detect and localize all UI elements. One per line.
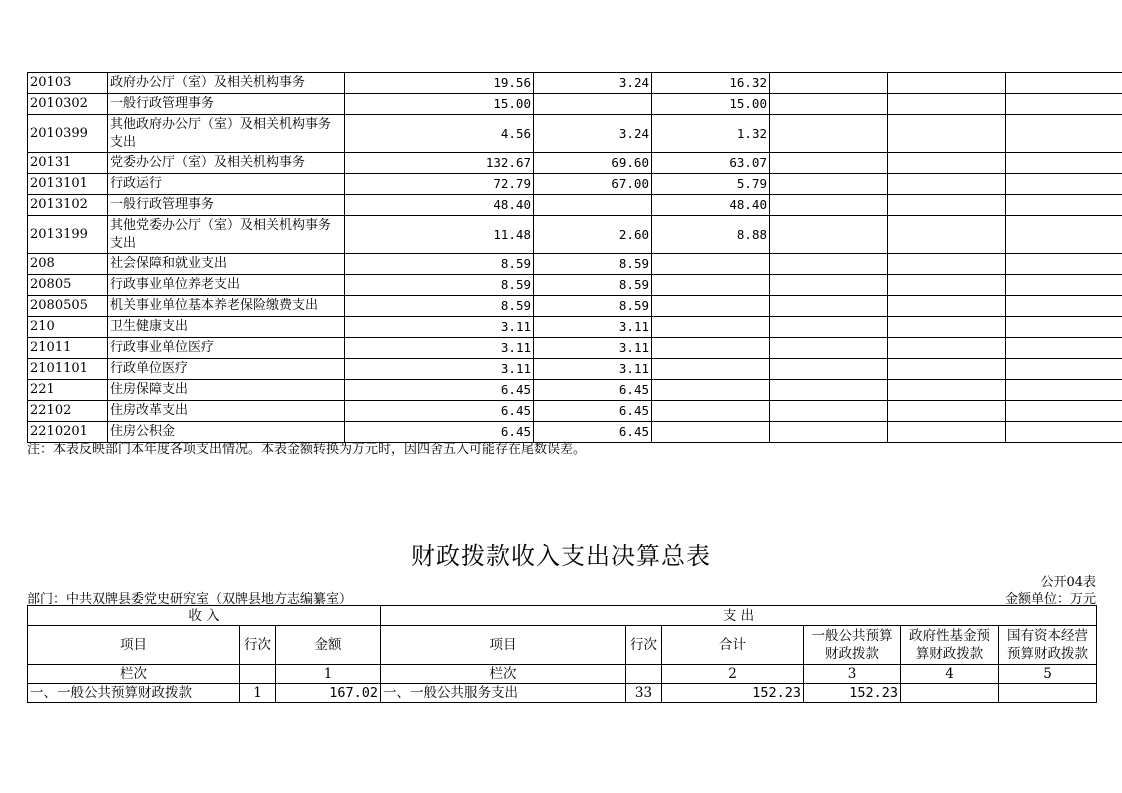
- basic-amount: 3.11: [534, 359, 652, 380]
- basic-amount: 69.60: [534, 153, 652, 174]
- subject-name: 党委办公厅（室）及相关机构事务: [108, 153, 345, 174]
- basic-amount: 8.59: [534, 254, 652, 275]
- fiscal-summary-table: [27, 605, 1097, 703]
- total-amount: 4.56: [345, 115, 534, 153]
- project-amount: [652, 338, 770, 359]
- index-3: 3: [804, 665, 901, 684]
- project-amount: 8.88: [652, 216, 770, 254]
- blank-cell: [770, 195, 888, 216]
- subject-code: 2010399: [28, 115, 108, 153]
- amount-unit-label: 金额单位：万元: [1004, 592, 1096, 607]
- blank-cell: [888, 380, 1006, 401]
- subject-code: 2013199: [28, 216, 108, 254]
- table-row: [28, 338, 1122, 359]
- project-amount: 48.40: [652, 195, 770, 216]
- col-income-amount: 金额: [276, 626, 381, 665]
- subject-code: 2013101: [28, 174, 108, 195]
- income-amount: 167.02: [276, 684, 381, 703]
- total-amount: 48.40: [345, 195, 534, 216]
- income-header: 收 入: [28, 606, 381, 626]
- subject-code: 20103: [28, 73, 108, 94]
- blank-cell: [770, 216, 888, 254]
- index-1: 1: [276, 665, 381, 684]
- col-income-line: 行次: [240, 626, 276, 665]
- subject-code: 20805: [28, 275, 108, 296]
- total-amount: 132.67: [345, 153, 534, 174]
- col-general-budget: 一般公共预算财政拨款: [804, 626, 901, 665]
- subject-code: 2013102: [28, 195, 108, 216]
- blank-cell: [240, 665, 276, 684]
- blank-cell: [770, 73, 888, 94]
- project-amount: 5.79: [652, 174, 770, 195]
- blank-cell: [1006, 216, 1122, 254]
- blank-cell: [888, 254, 1006, 275]
- subject-code: 20131: [28, 153, 108, 174]
- total-amount: 8.59: [345, 275, 534, 296]
- subject-code: 22102: [28, 401, 108, 422]
- blank-cell: [888, 422, 1006, 443]
- subject-name: 行政单位医疗: [108, 359, 345, 380]
- blank-cell: [770, 296, 888, 317]
- subject-name: 住房改革支出: [108, 401, 345, 422]
- basic-amount: 67.00: [534, 174, 652, 195]
- blank-cell: [1006, 275, 1122, 296]
- subject-code: 2080505: [28, 296, 108, 317]
- blank-cell: [888, 174, 1006, 195]
- total-amount: 3.11: [345, 359, 534, 380]
- table-row: [28, 115, 1122, 153]
- total-amount: 72.79: [345, 174, 534, 195]
- table-row: [28, 359, 1122, 380]
- subject-name: 其他政府办公厅（室）及相关机构事务支出: [108, 115, 345, 153]
- state-capital-amount: [999, 684, 1097, 703]
- project-amount: [652, 422, 770, 443]
- total-amount: 15.00: [345, 94, 534, 115]
- subject-name: 社会保障和就业支出: [108, 254, 345, 275]
- subject-name: 行政事业单位养老支出: [108, 275, 345, 296]
- project-amount: 16.32: [652, 73, 770, 94]
- basic-amount: 6.45: [534, 422, 652, 443]
- fiscal-summary-body: [28, 606, 1097, 703]
- row-label: 栏次: [28, 665, 240, 684]
- blank-cell: [770, 359, 888, 380]
- blank-cell: [1006, 174, 1122, 195]
- blank-cell: [770, 115, 888, 153]
- blank-cell: [888, 153, 1006, 174]
- expenditure-table: [27, 72, 1122, 443]
- subject-name: 一般行政管理事务: [108, 195, 345, 216]
- blank-cell: [888, 195, 1006, 216]
- blank-cell: [770, 275, 888, 296]
- basic-amount: 6.45: [534, 380, 652, 401]
- subject-code: 210: [28, 317, 108, 338]
- blank-cell: [1006, 195, 1122, 216]
- total-amount: 6.45: [345, 401, 534, 422]
- subject-code: 208: [28, 254, 108, 275]
- project-amount: [652, 275, 770, 296]
- gov-fund-amount: [901, 684, 999, 703]
- basic-amount: 8.59: [534, 296, 652, 317]
- expenditure-table-body: [28, 73, 1122, 443]
- blank-cell: [770, 174, 888, 195]
- blank-cell: [770, 254, 888, 275]
- total-amount: 6.45: [345, 380, 534, 401]
- col-state-capital: 国有资本经营预算财政拨款: [999, 626, 1097, 665]
- project-amount: [652, 401, 770, 422]
- blank-cell: [888, 359, 1006, 380]
- subject-name: 其他党委办公厅（室）及相关机构事务支出: [108, 216, 345, 254]
- project-amount: 1.32: [652, 115, 770, 153]
- header-row-group: [28, 606, 1097, 626]
- blank-cell: [1006, 254, 1122, 275]
- basic-amount: 2.60: [534, 216, 652, 254]
- table-row: [28, 73, 1122, 94]
- table-title: 财政拨款收入支出决算总表: [411, 542, 711, 570]
- subject-name: 行政运行: [108, 174, 345, 195]
- col-income-item: 项目: [28, 626, 240, 665]
- basic-amount: [534, 94, 652, 115]
- table-row: [28, 317, 1122, 338]
- table-row: [28, 94, 1122, 115]
- subject-name: 机关事业单位基本养老保险缴费支出: [108, 296, 345, 317]
- basic-amount: 3.11: [534, 317, 652, 338]
- blank-cell: [888, 317, 1006, 338]
- blank-cell: [1006, 338, 1122, 359]
- basic-amount: 6.45: [534, 401, 652, 422]
- basic-amount: 8.59: [534, 275, 652, 296]
- total-amount: 3.11: [345, 317, 534, 338]
- blank-cell: [888, 216, 1006, 254]
- index-5: 5: [999, 665, 1097, 684]
- total-amount: 6.45: [345, 422, 534, 443]
- blank-cell: [770, 153, 888, 174]
- blank-cell: [888, 115, 1006, 153]
- blank-cell: [770, 401, 888, 422]
- row-label: 栏次: [381, 665, 626, 684]
- blank-cell: [888, 94, 1006, 115]
- blank-cell: [888, 338, 1006, 359]
- blank-cell: [1006, 115, 1122, 153]
- table-row: [28, 216, 1122, 254]
- blank-cell: [1006, 359, 1122, 380]
- blank-cell: [770, 317, 888, 338]
- department-label: 部门：中共双牌县委党史研究室（双牌县地方志编纂室）: [27, 592, 353, 607]
- subject-code: 2101101: [28, 359, 108, 380]
- blank-cell: [888, 73, 1006, 94]
- subject-name: 住房保障支出: [108, 380, 345, 401]
- table-row: [28, 275, 1122, 296]
- header-row-index: [28, 665, 1097, 684]
- table-row: [28, 296, 1122, 317]
- table-note: 注：本表反映部门本年度各项支出情况。本表金额转换为万元时，因四舍五入可能存在尾数误差。: [27, 442, 587, 457]
- subject-name: 卫生健康支出: [108, 317, 345, 338]
- project-amount: [652, 254, 770, 275]
- total-amount: 8.59: [345, 254, 534, 275]
- expense-line: 33: [626, 684, 662, 703]
- subject-code: 2010302: [28, 94, 108, 115]
- project-amount: 15.00: [652, 94, 770, 115]
- blank-cell: [1006, 153, 1122, 174]
- total-amount: 19.56: [345, 73, 534, 94]
- blank-cell: [1006, 296, 1122, 317]
- table-row: [28, 254, 1122, 275]
- blank-cell: [770, 422, 888, 443]
- col-expense-item: 项目: [381, 626, 626, 665]
- blank-cell: [888, 275, 1006, 296]
- index-4: 4: [901, 665, 999, 684]
- blank-cell: [1006, 73, 1122, 94]
- general-budget-amount: 152.23: [804, 684, 901, 703]
- project-amount: [652, 296, 770, 317]
- blank-cell: [1006, 422, 1122, 443]
- project-amount: [652, 359, 770, 380]
- blank-cell: [888, 296, 1006, 317]
- col-expense-total: 合计: [662, 626, 804, 665]
- subject-name: 住房公积金: [108, 422, 345, 443]
- index-2: 2: [662, 665, 804, 684]
- total-amount: 8.59: [345, 296, 534, 317]
- basic-amount: 3.24: [534, 73, 652, 94]
- expense-header: 支 出: [381, 606, 1097, 626]
- project-amount: [652, 317, 770, 338]
- table-row: [28, 174, 1122, 195]
- basic-amount: 3.11: [534, 338, 652, 359]
- blank-cell: [888, 401, 1006, 422]
- table-row: [28, 195, 1122, 216]
- subject-code: 221: [28, 380, 108, 401]
- subject-name: 行政事业单位医疗: [108, 338, 345, 359]
- subject-code: 2210201: [28, 422, 108, 443]
- project-amount: [652, 380, 770, 401]
- blank-cell: [1006, 401, 1122, 422]
- col-gov-fund: 政府性基金预算财政拨款: [901, 626, 999, 665]
- subject-name: 一般行政管理事务: [108, 94, 345, 115]
- col-expense-line: 行次: [626, 626, 662, 665]
- expense-total: 152.23: [662, 684, 804, 703]
- basic-amount: [534, 195, 652, 216]
- table-code: 公开04表: [1040, 575, 1096, 590]
- blank-cell: [626, 665, 662, 684]
- subject-name: 政府办公厅（室）及相关机构事务: [108, 73, 345, 94]
- income-line: 1: [240, 684, 276, 703]
- total-amount: 3.11: [345, 338, 534, 359]
- blank-cell: [1006, 317, 1122, 338]
- table-row: [28, 401, 1122, 422]
- blank-cell: [1006, 94, 1122, 115]
- project-amount: 63.07: [652, 153, 770, 174]
- subject-code: 21011: [28, 338, 108, 359]
- blank-cell: [770, 94, 888, 115]
- basic-amount: 3.24: [534, 115, 652, 153]
- table-row: [28, 684, 1097, 703]
- total-amount: 11.48: [345, 216, 534, 254]
- header-row-columns: [28, 626, 1097, 665]
- blank-cell: [1006, 380, 1122, 401]
- expense-item: 一、一般公共服务支出: [381, 684, 626, 703]
- blank-cell: [770, 338, 888, 359]
- table-row: [28, 380, 1122, 401]
- income-item: 一、一般公共预算财政拨款: [28, 684, 240, 703]
- blank-cell: [770, 380, 888, 401]
- table-row: [28, 153, 1122, 174]
